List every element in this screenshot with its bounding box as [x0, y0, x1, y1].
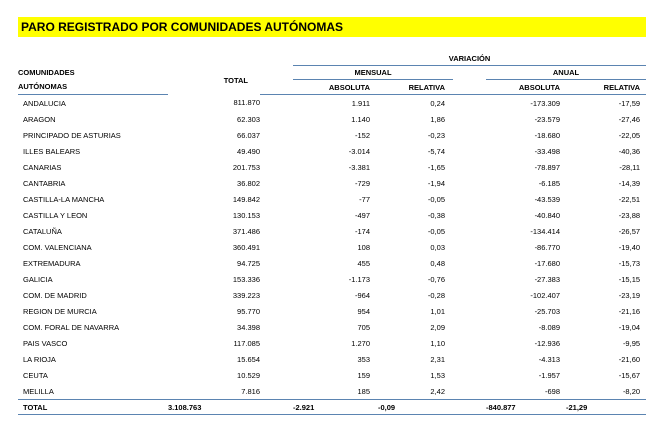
monthly-relative: -1,65 [427, 162, 445, 172]
header-mensual: MENSUAL [293, 66, 453, 80]
spacer [260, 367, 293, 383]
table-row [18, 335, 646, 351]
monthly-absolute: 159 [357, 370, 370, 380]
annual-relative: -26,57 [618, 226, 641, 236]
total-value: 149.842 [232, 194, 260, 204]
spacer [453, 223, 486, 239]
annual-absolute: -23.579 [534, 114, 560, 124]
monthly-absolute: -2.921 [293, 400, 378, 415]
monthly-absolute: 705 [357, 322, 370, 332]
monthly-relative: -0,76 [427, 274, 445, 284]
community-name: CATALUÑA [23, 226, 62, 236]
annual-relative: -19,04 [618, 322, 641, 332]
spacer [453, 400, 486, 415]
monthly-absolute: 108 [357, 242, 370, 252]
annual-absolute: -102.407 [530, 290, 560, 300]
community-name: COM. FORAL DE NAVARRA [23, 322, 120, 332]
table-row [18, 271, 646, 287]
annual-relative: -19,40 [618, 242, 641, 252]
monthly-absolute: -1.173 [348, 274, 370, 284]
table-row [18, 159, 646, 175]
spacer [453, 319, 486, 335]
community-name: EXTREMADURA [23, 258, 81, 268]
monthly-absolute: -729 [354, 178, 370, 188]
annual-relative: -28,11 [619, 162, 641, 172]
total-value: 10.529 [237, 370, 260, 380]
table-row [18, 111, 646, 127]
total-row [18, 400, 646, 415]
table-body [18, 95, 646, 415]
community-name: ARAGON [23, 114, 56, 124]
spacer [453, 335, 486, 351]
total-value: 49.490 [237, 146, 260, 156]
annual-relative: -27,46 [618, 114, 641, 124]
table-row [18, 223, 646, 239]
header-total: TOTAL [223, 75, 248, 85]
annual-absolute: -27.383 [534, 274, 560, 284]
annual-relative: -15,15 [618, 274, 641, 284]
annual-absolute: -78.897 [534, 162, 560, 172]
annual-absolute: -18.680 [534, 130, 560, 140]
spacer [453, 271, 486, 287]
monthly-relative: 1,86 [430, 114, 445, 124]
spacer [453, 175, 486, 191]
annual-relative: -8,20 [622, 386, 641, 396]
total-value: 15.654 [237, 354, 260, 364]
spacer [453, 159, 486, 175]
table-row [18, 303, 646, 319]
table-row [18, 239, 646, 255]
spacer [260, 287, 293, 303]
total-value: 117.085 [233, 338, 260, 348]
spacer [260, 351, 293, 367]
annual-relative: -22,51 [618, 194, 641, 204]
total-value: 3.108.763 [168, 400, 260, 415]
annual-absolute: -17.680 [534, 258, 560, 268]
table-row [18, 143, 646, 159]
annual-absolute: -25.703 [534, 306, 560, 316]
monthly-relative: 1,10 [430, 338, 445, 348]
monthly-relative: -0,38 [427, 210, 445, 220]
monthly-absolute: -77 [359, 194, 370, 204]
monthly-relative: 2,42 [430, 386, 445, 396]
community-name: CEUTA [23, 370, 48, 380]
table-row [18, 367, 646, 383]
table-row [18, 191, 646, 207]
annual-relative: -22,05 [618, 130, 641, 140]
table-row [18, 175, 646, 191]
total-value: 130.153 [232, 210, 260, 220]
spacer [453, 191, 486, 207]
total-value: 360.491 [232, 242, 260, 252]
annual-relative: -21,16 [618, 306, 641, 316]
unemployment-table [18, 52, 646, 415]
total-value: 811.870 [233, 98, 260, 108]
annual-relative: -15,67 [618, 370, 641, 380]
annual-absolute: -6.185 [538, 178, 560, 188]
annual-absolute: -698 [544, 386, 560, 396]
spacer [453, 127, 486, 143]
spacer [453, 95, 486, 112]
table-row [18, 127, 646, 143]
total-value: 34.398 [237, 322, 260, 332]
annual-relative: -40,36 [618, 146, 641, 156]
monthly-absolute: -497 [354, 210, 370, 220]
header-comunidades: COMUNIDADES [18, 68, 75, 77]
total-value: 36.802 [237, 178, 260, 188]
spacer [260, 159, 293, 175]
community-name: CANARIAS [23, 162, 62, 172]
total-value: 94.725 [237, 258, 260, 268]
annual-absolute: -840.877 [486, 400, 566, 415]
spacer [453, 111, 486, 127]
spacer [260, 335, 293, 351]
table-row [18, 383, 646, 400]
spacer [260, 175, 293, 191]
community-name: TOTAL [18, 400, 168, 415]
table-row [18, 207, 646, 223]
spacer [453, 143, 486, 159]
spacer [260, 239, 293, 255]
community-name: MELILLA [23, 386, 54, 396]
annual-relative: -17,59 [618, 98, 641, 108]
monthly-relative: -0,05 [427, 194, 445, 204]
community-name: COM. DE MADRID [23, 290, 87, 300]
spacer [453, 383, 486, 400]
monthly-absolute: 1.140 [351, 114, 370, 124]
community-name: CANTABRIA [23, 178, 66, 188]
monthly-absolute: -152 [354, 130, 370, 140]
community-name: ILLES BALEARS [23, 146, 81, 156]
annual-absolute: -173.309 [530, 98, 560, 108]
total-value: 153.336 [232, 274, 260, 284]
table-row [18, 287, 646, 303]
total-value: 66.037 [237, 130, 260, 140]
total-value: 201.753 [232, 162, 260, 172]
spacer [260, 191, 293, 207]
annual-absolute: -43.539 [534, 194, 560, 204]
table-row [18, 319, 646, 335]
annual-relative: -14,39 [618, 178, 641, 188]
monthly-relative: 0,03 [430, 242, 445, 252]
community-name: PRINCIPADO DE ASTURIAS [23, 130, 121, 140]
total-value: 339.223 [232, 290, 260, 300]
community-name: ANDALUCIA [23, 98, 66, 108]
annual-absolute: -40.840 [534, 210, 560, 220]
annual-relative: -23,19 [618, 290, 641, 300]
header-anual-relativa: RELATIVA [566, 80, 646, 95]
spacer [453, 239, 486, 255]
spacer [453, 351, 486, 367]
total-value: 95.770 [237, 306, 260, 316]
table-row [18, 95, 646, 112]
community-name: PAIS VASCO [23, 338, 68, 348]
community-name: LA RIOJA [23, 354, 56, 364]
monthly-relative: -5,74 [427, 146, 445, 156]
spacer [260, 143, 293, 159]
spacer [260, 207, 293, 223]
monthly-relative: 0,48 [430, 258, 445, 268]
spacer [260, 255, 293, 271]
table-row [18, 351, 646, 367]
monthly-absolute: 185 [357, 386, 370, 396]
annual-absolute: -86.770 [534, 242, 560, 252]
monthly-relative: -0,23 [427, 130, 445, 140]
header-anual-absoluta: ABSOLUTA [486, 80, 566, 95]
monthly-relative: -0,09 [378, 400, 453, 415]
monthly-relative: 2,31 [430, 354, 445, 364]
community-name: REGION DE MURCIA [23, 306, 97, 316]
monthly-relative: -0,05 [427, 226, 445, 236]
annual-relative: -9,95 [622, 338, 641, 348]
annual-relative: -23,88 [618, 210, 641, 220]
monthly-absolute: -3.014 [348, 146, 370, 156]
community-name: CASTILLA Y LEON [23, 210, 88, 220]
header-mensual-absoluta: ABSOLUTA [293, 80, 378, 95]
monthly-absolute: 353 [357, 354, 370, 364]
total-value: 371.486 [232, 226, 260, 236]
table-row [18, 255, 646, 271]
annual-absolute: -134.414 [530, 226, 560, 236]
monthly-relative: -1,94 [427, 178, 445, 188]
spacer [260, 223, 293, 239]
monthly-relative: -0,28 [427, 290, 445, 300]
total-value: 7.816 [241, 386, 260, 396]
community-name: COM. VALENCIANA [23, 242, 92, 252]
monthly-absolute: -3.381 [348, 162, 370, 172]
monthly-absolute: 455 [357, 258, 370, 268]
annual-relative: -21,29 [566, 400, 646, 415]
spacer [260, 400, 293, 415]
annual-relative: -15,73 [618, 258, 641, 268]
spacer [260, 271, 293, 287]
annual-absolute: -1.957 [538, 370, 560, 380]
monthly-relative: 1,01 [430, 306, 445, 316]
spacer [453, 255, 486, 271]
monthly-absolute: 1.270 [351, 338, 370, 348]
header-mensual-relativa: RELATIVA [378, 80, 453, 95]
annual-absolute: -4.313 [538, 354, 560, 364]
annual-relative: -21,60 [618, 354, 641, 364]
community-name: CASTILLA-LA MANCHA [23, 194, 105, 204]
spacer [260, 111, 293, 127]
monthly-absolute: -964 [354, 290, 370, 300]
monthly-absolute: 954 [357, 306, 370, 316]
monthly-absolute: -174 [354, 226, 370, 236]
monthly-relative: 2,09 [430, 322, 445, 332]
annual-absolute: -33.498 [534, 146, 560, 156]
spacer [453, 303, 486, 319]
community-name: GALICIA [23, 274, 53, 284]
header-anual: ANUAL [486, 66, 646, 80]
header-autonomas: AUTÓNOMAS [18, 80, 168, 95]
annual-absolute: -8.089 [538, 322, 560, 332]
title-bar [18, 17, 646, 37]
spacer [260, 95, 293, 112]
header-variacion: VARIACIÓN [293, 52, 646, 66]
spacer [453, 207, 486, 223]
spacer [260, 303, 293, 319]
spacer [260, 319, 293, 335]
monthly-absolute: 1.911 [351, 98, 370, 108]
total-value: 62.303 [237, 114, 260, 124]
monthly-relative: 0,24 [430, 98, 445, 108]
spacer [453, 287, 486, 303]
spacer [260, 127, 293, 143]
page-title: PARO REGISTRADO POR COMUNIDADES AUTÓNOMAS [21, 20, 344, 34]
spacer [453, 367, 486, 383]
monthly-relative: 1,53 [430, 370, 445, 380]
spacer [260, 383, 293, 400]
annual-absolute: -12.936 [534, 338, 560, 348]
